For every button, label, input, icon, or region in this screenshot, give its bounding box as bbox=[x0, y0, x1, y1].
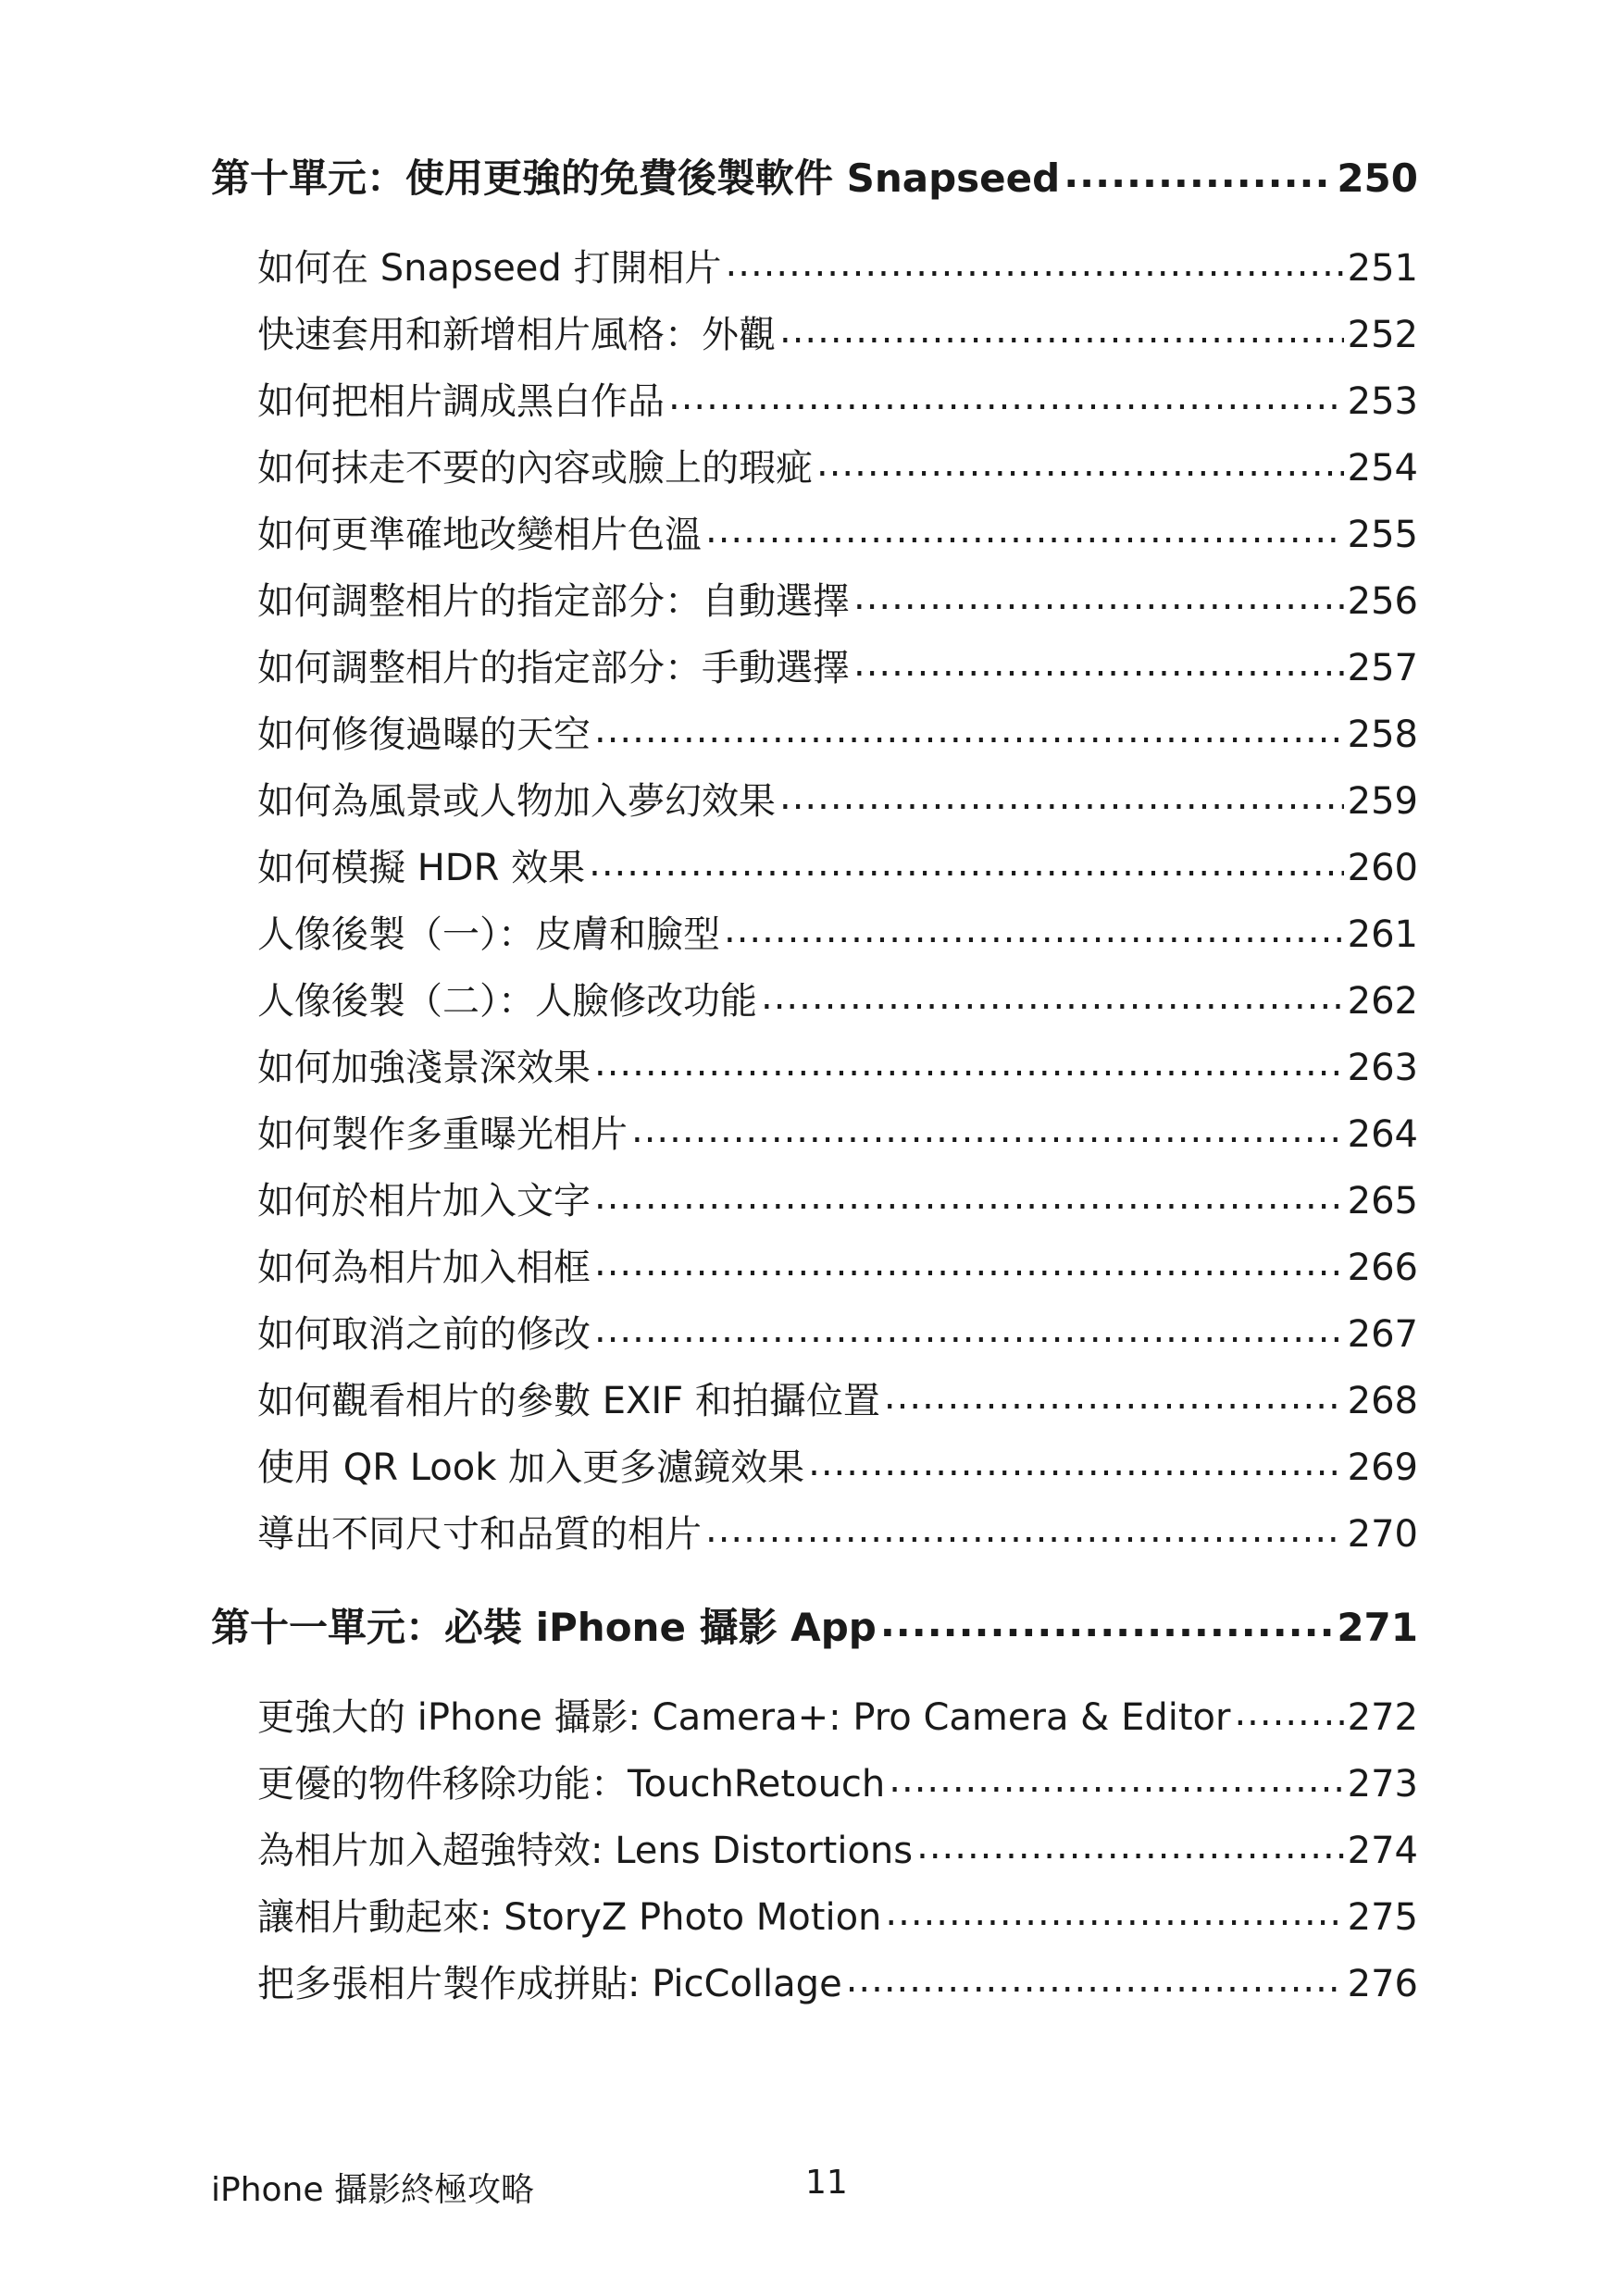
entry-title: 如何加強淺景深效果 bbox=[257, 1047, 591, 1088]
dot-leader bbox=[726, 243, 1344, 280]
dot-leader bbox=[594, 1309, 1344, 1347]
entry-page-number: 273 bbox=[1347, 1763, 1418, 1805]
entry-title: 人像後製（二）：人臉修改功能 bbox=[257, 980, 757, 1022]
dot-leader bbox=[884, 1376, 1344, 1413]
footer-page-number: 11 bbox=[805, 2164, 848, 2202]
entry-page-number: 275 bbox=[1347, 1896, 1418, 1938]
entry-page-number: 258 bbox=[1347, 714, 1418, 755]
dot-leader bbox=[594, 710, 1344, 747]
entry-title: 如何更準確地改變相片色溫 bbox=[257, 514, 702, 555]
entry-title: 為相片加入超強特效: Lens Distortions bbox=[257, 1830, 914, 1871]
dot-leader bbox=[846, 1959, 1344, 1996]
entry-page-number: 254 bbox=[1347, 447, 1418, 489]
toc-entry[interactable] bbox=[257, 1755, 1418, 1805]
chapter-title: 第十一單元：必裝 iPhone 攝影 App bbox=[211, 1605, 877, 1649]
toc-entry[interactable] bbox=[257, 1371, 1418, 1421]
entry-title: 人像後製（一）：皮膚和臉型 bbox=[257, 913, 720, 955]
dot-leader bbox=[594, 1243, 1344, 1280]
toc-entry[interactable] bbox=[257, 439, 1418, 489]
entry-page-number: 274 bbox=[1347, 1830, 1418, 1871]
entry-page-number: 266 bbox=[1347, 1247, 1418, 1288]
entry-page-number: 259 bbox=[1347, 780, 1418, 822]
dot-leader bbox=[853, 577, 1344, 614]
toc-entry[interactable] bbox=[257, 1105, 1418, 1155]
toc-entry[interactable] bbox=[257, 1688, 1418, 1738]
entry-title: 如何觀看相片的參數 EXIF 和拍攝位置 bbox=[257, 1380, 880, 1421]
dot-leader bbox=[889, 1759, 1343, 1796]
dot-leader bbox=[705, 1509, 1344, 1546]
toc-entry[interactable] bbox=[257, 905, 1418, 955]
entry-title: 如何調整相片的指定部分：手動選擇 bbox=[257, 647, 850, 689]
toc-entry[interactable] bbox=[257, 705, 1418, 755]
chapter-heading[interactable] bbox=[211, 148, 1418, 200]
dot-leader bbox=[885, 1893, 1343, 1930]
entry-title: 如何製作多重曝光相片 bbox=[257, 1113, 628, 1155]
dot-leader bbox=[668, 377, 1344, 414]
dot-leader bbox=[761, 976, 1344, 1013]
dot-leader bbox=[1064, 153, 1333, 192]
toc-entry[interactable] bbox=[257, 1172, 1418, 1222]
entry-page-number: 263 bbox=[1347, 1047, 1418, 1088]
chapter-page-number: 271 bbox=[1337, 1605, 1418, 1649]
entry-title: 如何於相片加入文字 bbox=[257, 1180, 591, 1222]
toc-entry[interactable] bbox=[257, 239, 1418, 289]
entry-page-number: 268 bbox=[1347, 1380, 1418, 1421]
entry-page-number: 264 bbox=[1347, 1113, 1418, 1155]
entry-page-number: 252 bbox=[1347, 314, 1418, 355]
entry-page-number: 265 bbox=[1347, 1180, 1418, 1222]
toc-entry[interactable] bbox=[257, 572, 1418, 622]
toc-entry[interactable] bbox=[257, 972, 1418, 1022]
chapter-title: 第十單元：使用更強的免費後製軟件 Snapseed bbox=[211, 155, 1061, 200]
entry-page-number: 272 bbox=[1347, 1696, 1418, 1738]
toc-entry[interactable] bbox=[257, 505, 1418, 555]
toc-entry[interactable] bbox=[257, 1305, 1418, 1355]
entry-title: 如何取消之前的修改 bbox=[257, 1313, 591, 1355]
entry-page-number: 262 bbox=[1347, 980, 1418, 1022]
toc-entry[interactable] bbox=[257, 1955, 1418, 2004]
entry-title: 如何抹走不要的內容或臉上的瑕疵 bbox=[257, 447, 813, 489]
entry-title: 導出不同尺寸和品質的相片 bbox=[257, 1513, 702, 1555]
dot-leader bbox=[808, 1443, 1344, 1480]
entry-title: 如何把相片調成黑白作品 bbox=[257, 380, 665, 422]
entry-title: 把多張相片製作成拼貼: PicCollage bbox=[257, 1963, 842, 2004]
entry-page-number: 257 bbox=[1347, 647, 1418, 689]
toc-entry[interactable] bbox=[257, 838, 1418, 888]
toc-entry[interactable] bbox=[257, 1038, 1418, 1088]
footer-book-title: iPhone 攝影終極攻略 bbox=[211, 2171, 534, 2209]
dot-leader bbox=[916, 1826, 1344, 1863]
entry-title: 更強大的 iPhone 攝影: Camera+: Pro Camera & Editor bbox=[257, 1696, 1231, 1738]
chapter-heading[interactable] bbox=[211, 1597, 1418, 1649]
entry-title: 如何修復過曝的天空 bbox=[257, 714, 591, 755]
entry-title: 更優的物件移除功能：TouchRetouch bbox=[257, 1763, 886, 1805]
dot-leader bbox=[594, 1043, 1344, 1080]
dot-leader bbox=[705, 510, 1344, 547]
dot-leader bbox=[853, 643, 1344, 680]
entry-title: 讓相片動起來: StoryZ Photo Motion bbox=[257, 1896, 882, 1938]
toc-entry[interactable] bbox=[257, 1888, 1418, 1938]
entry-title: 如何在 Snapseed 打開相片 bbox=[257, 247, 722, 289]
toc-entry[interactable] bbox=[257, 639, 1418, 689]
entry-page-number: 260 bbox=[1347, 847, 1418, 888]
toc-entry[interactable] bbox=[257, 372, 1418, 422]
toc-entry[interactable] bbox=[257, 305, 1418, 355]
entry-title: 如何為風景或人物加入夢幻效果 bbox=[257, 780, 776, 822]
toc-entry[interactable] bbox=[257, 1821, 1418, 1871]
toc-entry[interactable] bbox=[257, 1238, 1418, 1288]
toc-entry[interactable] bbox=[257, 1438, 1418, 1488]
dot-leader bbox=[779, 310, 1344, 347]
toc-entry[interactable] bbox=[257, 1505, 1418, 1555]
dot-leader bbox=[724, 910, 1344, 947]
entry-page-number: 255 bbox=[1347, 514, 1418, 555]
entry-page-number: 253 bbox=[1347, 380, 1418, 422]
dot-leader bbox=[1234, 1693, 1343, 1730]
entry-page-number: 267 bbox=[1347, 1313, 1418, 1355]
dot-leader bbox=[589, 843, 1344, 880]
toc-entry[interactable] bbox=[257, 772, 1418, 822]
entry-page-number: 256 bbox=[1347, 580, 1418, 622]
entry-title: 快速套用和新增相片風格：外觀 bbox=[257, 314, 776, 355]
entry-page-number: 251 bbox=[1347, 247, 1418, 289]
dot-leader bbox=[594, 1176, 1344, 1213]
dot-leader bbox=[816, 443, 1344, 480]
entry-title: 如何為相片加入相框 bbox=[257, 1247, 591, 1288]
entry-title: 使用 QR Look 加入更多濾鏡效果 bbox=[257, 1446, 805, 1488]
chapter-page-number: 250 bbox=[1337, 155, 1418, 200]
entry-page-number: 261 bbox=[1347, 913, 1418, 955]
entry-page-number: 270 bbox=[1347, 1513, 1418, 1555]
dot-leader bbox=[880, 1602, 1334, 1641]
entry-title: 如何調整相片的指定部分：自動選擇 bbox=[257, 580, 850, 622]
entry-title: 如何模擬 HDR 效果 bbox=[257, 847, 586, 888]
entry-page-number: 276 bbox=[1347, 1963, 1418, 2004]
dot-leader bbox=[631, 1110, 1344, 1147]
entry-page-number: 269 bbox=[1347, 1446, 1418, 1488]
dot-leader bbox=[779, 776, 1344, 813]
